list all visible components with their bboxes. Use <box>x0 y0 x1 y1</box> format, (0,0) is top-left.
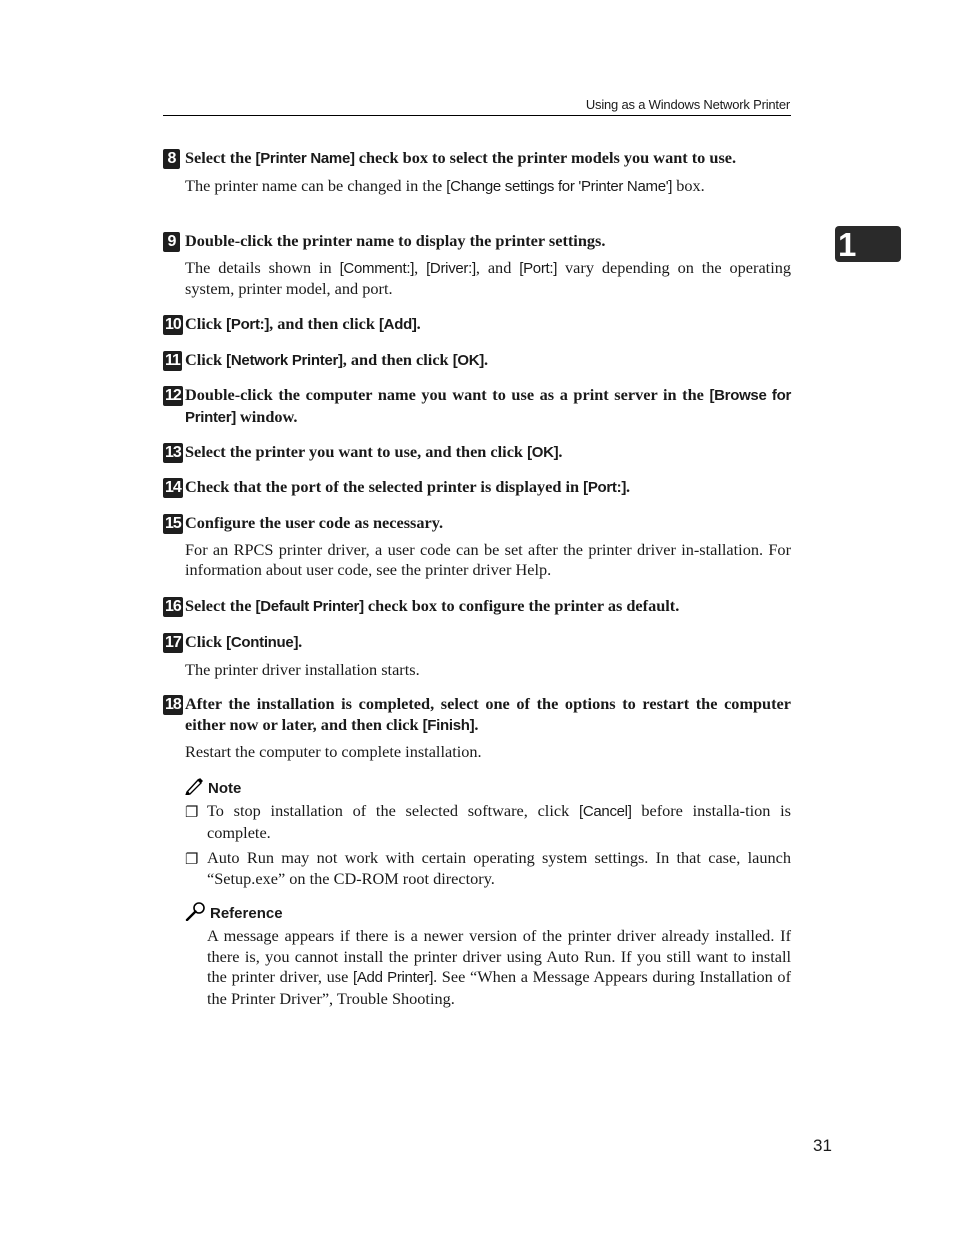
step-instruction: Check that the port of the selected printer is displayed in [Port:]. <box>185 477 631 496</box>
step-number: 9 <box>163 232 180 252</box>
step-explanation: For an RPCS printer driver, a user code can be set after the printer driver in-stallation. For information about user code, see the printer driver Help. <box>185 539 791 579</box>
step-number: 15 <box>165 515 181 532</box>
step-13 <box>163 442 791 464</box>
ui-label: [Port:] <box>226 316 270 333</box>
ui-label: [OK] <box>452 352 484 369</box>
step-instruction: Double-click the computer name you want to use as a print server in the [Browse for Printer] window. <box>185 385 791 426</box>
step-explanation: The printer driver installation starts. <box>185 659 420 679</box>
step-18 <box>163 694 791 763</box>
ui-label: [Network Printer] <box>226 352 343 369</box>
step-12 <box>163 385 791 428</box>
step-number: 17 <box>165 634 181 651</box>
step-instruction: Select the [Printer Name] check box to select the printer models you want to use. <box>185 148 737 167</box>
step-9 <box>163 231 791 300</box>
magnifier-icon <box>185 901 207 925</box>
step-number: 11 <box>165 352 180 369</box>
ui-label: [Driver:] <box>426 259 476 277</box>
reference-heading-label: Reference <box>210 904 283 922</box>
ui-label: [Change settings for 'Printer Name'] <box>446 177 673 195</box>
ui-label: [Port:] <box>583 479 627 496</box>
step-instruction: Configure the user code as necessary. <box>185 513 444 532</box>
ui-label: [Comment:] <box>339 259 415 277</box>
checkbox-bullet-icon: ❐ <box>185 852 199 868</box>
step-instruction: After the installation is completed, select one of the options to restart the computer either now or later, and then click [Finish]. <box>185 694 791 734</box>
pencil-icon <box>185 777 205 799</box>
step-number: 13 <box>165 444 181 461</box>
running-header: Using as a Windows Network Printer <box>585 97 790 112</box>
step-instruction: Select the printer you want to use, and then click [OK]. <box>185 442 563 461</box>
step-instruction: Click [Port:], and then click [Add]. <box>185 314 421 333</box>
step-instruction: Select the [Default Printer] check box to configure the printer as default. <box>185 596 680 615</box>
ui-label: [Printer Name] <box>255 150 355 167</box>
note-heading-label: Note <box>208 779 242 797</box>
step-number: 10 <box>165 316 181 333</box>
step-15 <box>163 513 791 581</box>
step-8 <box>163 148 791 197</box>
step-11 <box>163 350 791 372</box>
step-explanation: The details shown in [Comment:], [Driver:], and [Port:] vary depending on the operating system, printer model, and port. <box>185 257 792 298</box>
ui-label: [Browse for Printer] <box>185 387 791 426</box>
reference-text: A message appears if there is a newer version of the printer driver already installed. If there is, you cannot install the printer driver using Auto Run. If you still want to install the printer driver, use [Add Printer]. See “When a Message Appears during Installation of the Printer Driver”, Trouble Shooting. <box>207 926 791 1008</box>
note-item: ❐ To stop installation of the selected software, click [Cancel] before installa-tion is complete. <box>185 801 792 842</box>
reference-heading <box>185 901 283 925</box>
chapter-number: 1 <box>838 226 857 263</box>
ui-label: [Default Printer] <box>255 598 364 615</box>
step-10 <box>163 314 791 336</box>
ui-label: [Add] <box>378 316 417 333</box>
ui-label: [Port:] <box>519 259 558 277</box>
ui-label: [OK] <box>527 444 559 461</box>
note-item: ❐ Auto Run may not work with certain operating system settings. In that case, launch “Setup.exe” on the CD-ROM root directory. <box>185 848 791 888</box>
step-number: 8 <box>163 149 180 169</box>
step-14 <box>163 477 791 499</box>
step-16 <box>163 596 791 618</box>
ui-label: [Finish] <box>422 716 475 734</box>
step-instruction: Click [Network Printer], and then click [OK]. <box>185 350 489 369</box>
step-instruction: Double-click the printer name to display the printer settings. <box>185 231 606 250</box>
step-number: 12 <box>165 387 181 404</box>
step-number: 14 <box>165 479 181 496</box>
ui-label: [Add Printer] <box>352 969 434 986</box>
chapter-tab <box>835 226 901 262</box>
page-number: 31 <box>813 1136 832 1155</box>
step-17 <box>163 632 791 680</box>
ui-label: [Cancel] <box>578 803 632 820</box>
step-instruction: Click [Continue]. <box>185 632 303 651</box>
checkbox-bullet-icon: ❐ <box>185 805 199 821</box>
ui-label: [Continue] <box>226 634 299 651</box>
header-rule <box>163 115 791 116</box>
step-explanation: Restart the computer to complete installation. <box>185 742 482 761</box>
step-explanation: The printer name can be changed in the [Change settings for 'Printer Name'] box. <box>185 175 705 195</box>
step-number: 18 <box>165 696 181 713</box>
step-number: 16 <box>165 598 181 615</box>
note-heading <box>185 777 241 799</box>
